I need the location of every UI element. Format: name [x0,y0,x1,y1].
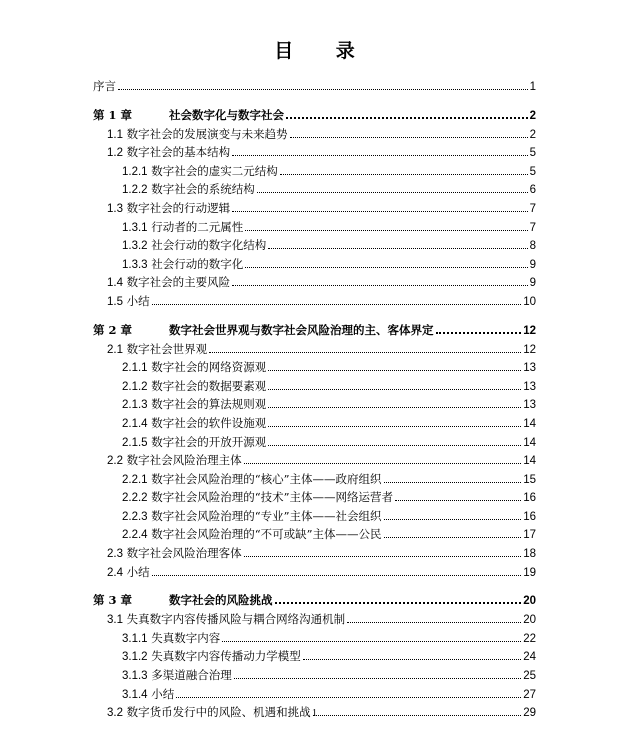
toc-chapter-entry[interactable] [93,591,536,611]
toc-entry-title [122,181,255,200]
toc-entry-title [93,321,434,340]
toc-preface-entry[interactable] [93,78,536,97]
toc-entry[interactable] [93,378,536,397]
toc-leader-dots [244,463,522,464]
toc-entry[interactable] [93,434,536,453]
toc-entry-label: 数字社会的算法规则观 [151,397,267,412]
toc-entry[interactable] [93,200,536,219]
toc-entry-label: 数字社会风险治理客体 [126,546,242,561]
toc-entry-page: 9 [529,258,536,271]
toc-entry-number: 1.2 [107,147,123,160]
toc-leader-dots [268,445,521,446]
toc-leader-dots [436,332,522,334]
toc-leader-dots [222,641,521,642]
page-number: 1 [312,708,317,719]
toc-entry-title [122,359,266,378]
toc-entry-label: 数字社会的发展演变与未来趋势 [126,126,288,141]
toc-entry-label: 序言 [93,79,116,93]
toc-entry-page: 16 [523,492,536,505]
toc-entry-label: 数字社会的行动逻辑 [126,200,231,215]
toc-leader-dots [384,482,522,483]
toc-entry-label: 数字社会的主要风险 [126,275,231,290]
toc-entry-number: 2.2 [107,455,123,468]
toc-entry-title [107,293,150,312]
toc-entry-label: 多渠道融合治理 [151,668,232,683]
toc-entry[interactable] [93,667,536,686]
toc-entry[interactable] [93,237,536,256]
toc-leader-dots [395,500,521,501]
toc-entry[interactable] [93,274,536,293]
toc-entry-page: 2 [529,109,536,122]
toc-entry-number: 2.2.1 [122,473,148,486]
toc-entry[interactable] [93,126,536,145]
toc-entry-label: 数字社会的软件设施观 [151,415,267,430]
toc-leader-dots [384,519,522,520]
toc-entry[interactable] [93,545,536,564]
toc-entry[interactable] [93,611,536,630]
toc-leader-dots [232,285,527,286]
toc-entry[interactable] [93,508,536,527]
toc-entry-title [122,648,301,667]
toc-entry-label: 数字社会的基本结构 [126,145,231,160]
toc-entry-page: 12 [523,343,536,356]
toc-entry-page: 5 [529,147,536,160]
toc-leader-dots [384,537,522,538]
toc-leader-dots [232,155,527,156]
toc-entry-title [107,274,230,293]
toc-entry-label: 数字社会风险治理的“技术”主体——网络运营者 [151,490,393,505]
toc-entry[interactable] [93,564,536,583]
toc-entry-number: 3.1 [107,614,123,627]
toc-entry-number: 2.2.4 [122,529,148,542]
toc-entry-title [122,378,266,397]
toc-entry-number: 1.1 [107,128,123,141]
toc-entry-label: 数字社会的风险挑战 [169,593,273,608]
toc-entry-title [107,452,242,471]
toc-entry-title [122,489,393,508]
toc-entry-page: 27 [523,688,536,701]
toc-entry-label: 小结 [126,293,150,308]
toc-entry-page: 13 [523,362,536,375]
toc-leader-dots [268,407,521,408]
toc-leader-dots [245,230,527,231]
toc-entry-number: 1.3.2 [122,240,148,253]
toc-entry-label: 数字社会风险治理的“专业”主体——社会组织 [151,508,382,523]
toc-entry-number: 1.3.1 [122,221,148,234]
toc-entry-page: 20 [523,614,536,627]
toc-entry-label: 社会行动的数字化 [151,256,244,271]
toc-entry-label: 小结 [151,686,175,701]
toc-entry[interactable] [93,256,536,275]
toc-chapter-entry[interactable] [93,106,536,126]
toc-entry[interactable] [93,144,536,163]
toc-entry-label: 失真数字内容 [151,630,221,645]
toc-entry-title [93,591,273,610]
toc-entry-title [122,219,243,238]
toc-entry[interactable] [93,181,536,200]
toc-entry[interactable] [93,293,536,312]
toc-entry-title [107,564,150,583]
toc-entry-page: 13 [523,380,536,393]
toc-entry-label: 数字社会风险治理的“不可或缺”主体——公民 [151,527,382,542]
toc-leader-dots [118,89,528,90]
toc-entry-number: 1.5 [107,295,123,308]
toc-entry-label: 失真数字内容传播动力学模型 [151,649,301,664]
toc-entry-number: 2.1 [107,343,123,356]
toc-entry-label: 数字社会风险治理的“核心”主体——政府组织 [151,471,382,486]
toc-entry[interactable] [93,489,536,508]
toc-entry-label: 小结 [126,564,150,579]
toc-leader-dots [268,248,527,249]
toc-entry-title [122,256,243,275]
toc-leader-dots [347,622,521,623]
toc-entry-number: 1.2.1 [122,165,148,178]
toc-entry-title [93,106,284,125]
toc-entry-label: 数字社会的开放开源观 [151,434,267,449]
toc-entry-number: 2.1.2 [122,380,148,393]
toc-entry-number: 2.3 [107,548,123,561]
toc-leader-dots [209,352,521,353]
toc-entry[interactable] [93,526,536,545]
toc-entry-page: 8 [529,240,536,253]
toc-leader-dots [290,137,528,138]
toc-entry-label: 数字社会的虚实二元结构 [151,163,278,178]
toc-entry-page: 6 [529,184,536,197]
toc-entry-page: 19 [523,566,536,579]
toc-entry-page: 15 [523,473,536,486]
toc-entry-page: 5 [529,165,536,178]
toc-entry[interactable] [93,219,536,238]
toc-entry-page: 7 [529,202,536,215]
toc-entry[interactable] [93,630,536,649]
toc-entry-title [122,630,220,649]
toc-entry-number: 2.4 [107,566,123,579]
toc-entry-label: 数字货币发行中的风险、机遇和挑战 [126,705,311,720]
toc-leader-dots [152,304,522,305]
toc-entry-title [122,471,382,490]
toc-leader-dots [234,678,521,679]
toc-leader-dots [152,575,522,576]
toc-entry-page: 12 [523,324,536,337]
toc-leader-dots [257,192,528,193]
toc-entry-number: 1.3 [107,202,123,215]
page-title: 目 录 [274,40,373,62]
toc-entry-number: 3.2 [107,707,123,720]
toc-entry-number: 第 1 章 [93,107,133,122]
toc-entry-label: 行动者的二元属性 [151,219,244,234]
toc-entry-page: 7 [529,221,536,234]
toc-entry-page: 25 [523,670,536,683]
toc-entry-title [107,126,288,145]
toc-entry-page: 14 [523,436,536,449]
toc-entry-label: 失真数字内容传播风险与耦合网络沟通机制 [126,612,346,627]
toc-entry-title [107,200,230,219]
toc-chapter-entry[interactable] [93,321,536,341]
toc-entry-number: 3.1.2 [122,651,148,664]
toc-leader-dots [280,174,528,175]
toc-entry-number: 2.1.4 [122,417,148,430]
toc-entry[interactable] [93,471,536,490]
toc-entry-label: 社会行动的数字化结构 [151,238,267,253]
toc-entry-label: 数字社会的系统结构 [151,182,255,197]
toc-entry-page: 20 [523,595,536,608]
toc-entry-number: 3.1.4 [122,688,148,701]
toc-entry-number: 第 3 章 [93,593,133,608]
toc-entry[interactable] [93,396,536,415]
toc-entry-page: 14 [523,455,536,468]
toc-entry-number: 2.1.1 [122,362,148,375]
toc-entry-label: 数字社会风险治理主体 [126,453,242,468]
toc-entry-title [122,415,266,434]
toc-entry-title [93,78,116,96]
toc-entry-label: 数字社会世界观与数字社会风险治理的主、客体界定 [169,322,434,337]
toc-entry[interactable] [93,163,536,182]
toc-leader-dots [245,267,527,268]
toc-entry-page: 18 [523,548,536,561]
toc-leader-dots [232,211,527,212]
toc-leader-dots [286,117,528,119]
toc-leader-dots [303,659,521,660]
toc-entry-number: 3.1.1 [122,632,148,645]
toc-entry-page: 2 [529,128,536,141]
toc-entry-number: 1.2.2 [122,184,148,197]
toc-entry-title [107,545,242,564]
toc-entry-number: 2.2.2 [122,492,148,505]
toc-entry-title [122,508,382,527]
toc-leader-dots [268,370,521,371]
toc-entry-label: 数字社会的网络资源观 [151,360,267,375]
toc-entry[interactable] [93,648,536,667]
toc-entry-number: 2.1.3 [122,399,148,412]
toc-entry-page: 29 [523,707,536,720]
toc-leader-dots [268,389,521,390]
toc-entry-title [107,611,345,630]
toc-entry-title [107,144,230,163]
toc-entry[interactable] [93,359,536,378]
toc-entry-number: 1.3.3 [122,258,148,271]
toc-entry-number: 2.2.3 [122,510,148,523]
toc-entry-number: 第 2 章 [93,322,133,337]
toc-entry[interactable] [93,415,536,434]
table-of-contents [93,78,536,723]
toc-entry-page: 14 [523,417,536,430]
toc-entry-page: 16 [523,510,536,523]
toc-leader-dots [275,602,522,604]
toc-entry-title [122,526,382,545]
toc-leader-dots [244,556,522,557]
toc-entry-page: 13 [523,399,536,412]
toc-entry-page: 1 [529,81,536,93]
toc-entry-label: 社会数字化与数字社会 [169,107,284,122]
toc-entry-number: 1.4 [107,277,123,290]
toc-entry-title [107,341,207,360]
toc-entry-label: 数字社会世界观 [126,341,208,356]
toc-leader-dots [176,697,521,698]
toc-entry-title [122,163,278,182]
toc-entry-title [122,686,174,705]
toc-entry-number: 3.1.3 [122,670,148,683]
toc-entry-page: 24 [523,651,536,664]
toc-entry-number: 2.1.5 [122,436,148,449]
toc-entry[interactable] [93,452,536,471]
toc-entry-page: 9 [529,277,536,290]
toc-entry-page: 22 [523,632,536,645]
toc-entry-title [122,667,232,686]
toc-entry-page: 17 [523,529,536,542]
toc-entry[interactable] [93,686,536,705]
toc-entry-title [122,237,266,256]
toc-entry-label: 数字社会的数据要素观 [151,378,267,393]
toc-entry-page: 10 [523,295,536,308]
toc-entry-title [122,396,266,415]
toc-leader-dots [268,426,521,427]
toc-entry[interactable] [93,341,536,360]
toc-entry-title [122,434,266,453]
